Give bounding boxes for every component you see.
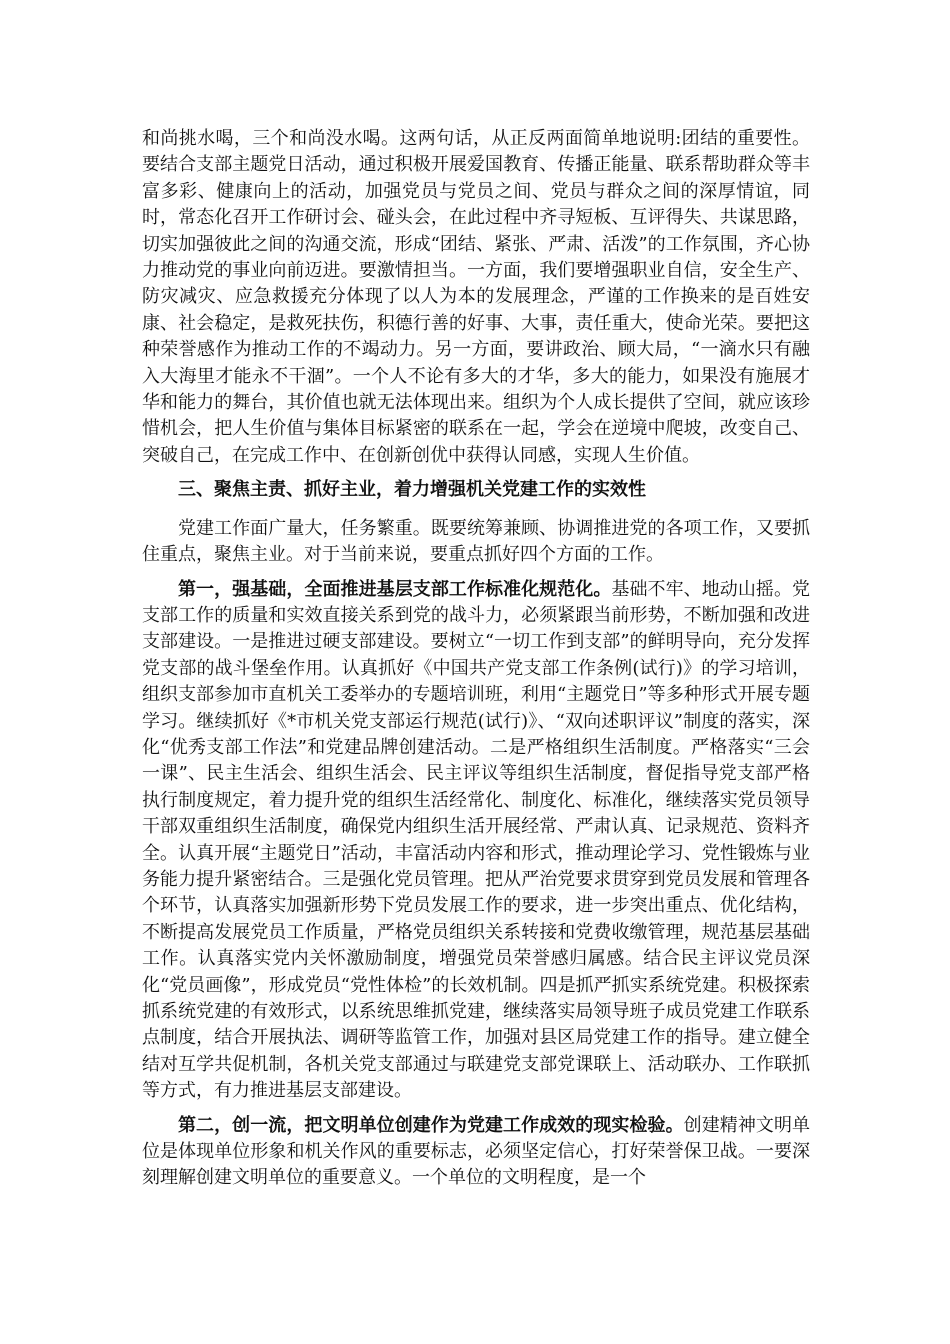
point-2-paragraph [142, 1113, 810, 1192]
paragraph-continued: 和尚挑水喝，三个和尚没水喝。这两句话，从正反两面简单地说明:团结的重要性。要结合支部主题党日活动，通过积极开展爱国教育、传播正能量、联系帮助群众等丰富多彩、健康向上的活动，加强党员与党员之间、党员与群众之间的深厚情谊，同时，常态化召开工作研讨会、碰头会，在此过程中齐寻短板、互评得失、共谋思路，切实加强彼此之间的沟通交流，形成“团结、紧张、严肃、活泼”的工作氛围，齐心协力推动党的事业向前迈进。要激情担当。一方面，我们要增强职业自信，安全生产、防灾减灾、应急救援充分体现了以人为本的发展理念，严谨的工作换来的是百姓安康、社会稳定，是救死扶伤，积德行善的好事、大事，责任重大，使命光荣。要把这种荣誉感作为推动工作的不竭动力。另一方面，要讲政治、顾大局，“一滴水只有融入大海里才能永不干涸”。一个人不论有多大的才华，多大的能力，如果没有施展才华和能力的舞台，其价值也就无法体现出来。组织为个人成长提供了空间，就应该珍惜机会，把人生价值与集体目标紧密的联系在一起，学会在逆境中爬坡，改变自己、突破自己，在完成工作中、在创新创优中获得认同感，实现人生价值。 [142, 128, 810, 466]
point-2-body: 创建精神文明单位是体现单位形象和机关作风的重要标志，必须坚定信心，打好荣誉保卫战。一要深刻理解创建文明单位的重要意义。一个单位的文明程度，是一个 [142, 1114, 811, 1189]
section-heading: 三、聚焦主责、抓好主业，着力增强机关党建工作的实效性 [178, 479, 646, 501]
point-1-body: 基础不牢、地动山摇。党支部工作的质量和实效直接关系到党的战斗力，必须紧跟当前形势，不断加强和改进支部建设。一是推进过硬支部建设。要树立“一切工作到支部”的鲜明导向，充分发挥党支部的战斗堡垒作用。认真抓好《中国共产党支部工作条例(试行)》的学习培训，组织支部参加市直机关工委举办的专题培训班，利用“主题党日”等多种形式开展专题学习。继续抓好《*市机关党支部运行规范(试行)》、“双向述职评议”制度的落实，深化“优秀支部工作法”和党建品牌创建活动。二是严格组织生活制度。严格落实“三会一课”、民主生活会、组织生活会、民主评议等组织生活制度，督促指导党支部严格执行制度规定，着力提升党的组织生活经常化、制度化、标准化，继续落实党员领导干部双重组织生活制度，确保党内组织生活开展经常、严肃认真、记录规范、资料齐全。认真开展“主题党日”活动，丰富活动内容和形式，推动理论学习、党性锻炼与业务能力提升紧密结合。三是强化党员管理。把从严治党要求贯穿到党员发展和管理各个环节，认真落实加强新形势下党员发展工作的要求，进一步突出重点、优化结构，不断提高发展党员工作质量，严格党员组织关系转接和党费收缴管理，规范基层基础工作。认真落实党内关怀激励制度，增强党员荣誉感归属感。结合民主评议党员深化“党员画像”，形成党员“党性体检”的长效机制。四是抓严抓实系统党建。积极探索抓系统党建的有效形式，以系统思维抓党建，继续落实局领导班子成员党建工作联系点制度，结合开展执法、调研等监管工作，加强对县区局党建工作的指导。建立健全结对互学共促机制，各机关党支部通过与联建党支部党课联上、活动联办、工作联抓等方式，有力推进基层支部建设。 [142, 578, 811, 1102]
point-1-lead: 第一，强基础，全面推进基层支部工作标准化规范化。 [178, 578, 612, 600]
point-2-lead: 第二，创一流，把文明单位创建作为党建工作成效的现实检验。 [178, 1114, 684, 1136]
point-1-paragraph [142, 577, 810, 1105]
document-page [142, 126, 810, 1200]
intro-paragraph: 党建工作面广量大，任务繁重。既要统筹兼顾、协调推进党的各项工作，又要抓住重点，聚焦主业。对于当前来说，要重点抓好四个方面的工作。 [142, 517, 810, 566]
